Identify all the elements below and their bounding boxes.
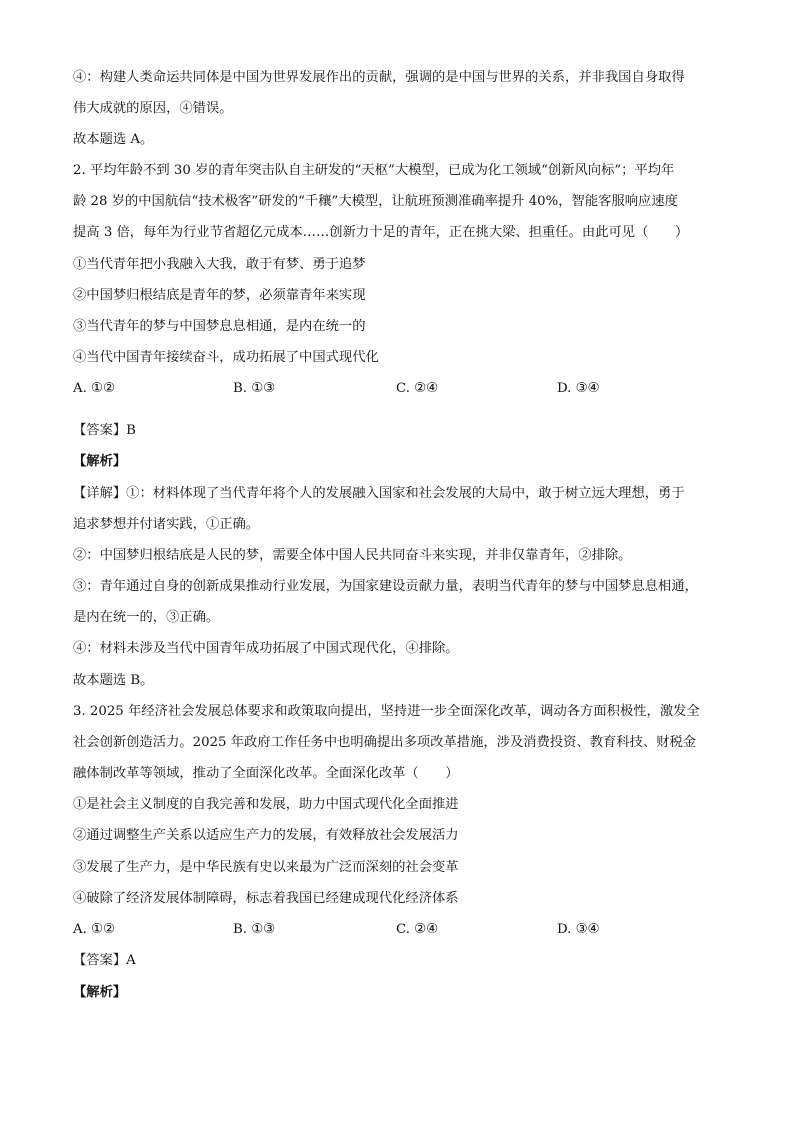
- q2-item-3: ③当代青年的梦与中国梦息息相通，是内在统一的: [73, 319, 366, 334]
- q2-option-d: D. ③④: [557, 381, 600, 396]
- q3-item-2: ②通过调整生产关系以适应生产力的发展，有效释放社会发展活力: [73, 828, 459, 843]
- q3-option-c: C. ②④: [396, 922, 438, 937]
- q1-conclusion: 故本题选 A。: [73, 132, 154, 147]
- q2-item-1: ①当代青年把小我融入大我，敢于有梦、勇于追梦: [73, 257, 366, 272]
- q3-stem-line-1: 3. 2025 年经济社会发展总体要求和政策取向提出，坚持进一步全面深化改革，调动各方面积极性，激发全: [73, 704, 700, 719]
- q3-answer: 【答案】A: [73, 953, 136, 968]
- q2-detail-line-2: 追求梦想并付诸实践，①正确。: [73, 517, 260, 532]
- q3-stem-line-3: 融体制改革等领域，推动了全面深化改革。全面深化改革（ ）: [73, 766, 459, 781]
- q2-detail-line-3: ②：中国梦归根结底是人民的梦，需要全体中国人民共同奋斗来实现，并非仅靠青年，②排除。: [73, 548, 632, 563]
- q2-option-a: A. ①②: [73, 381, 115, 396]
- q2-stem-line-1: 2. 平均年龄不到 30 岁的青年突击队自主研发的“天枢”大模型，已成为化工领域“创新风向标”；平均年: [73, 163, 675, 178]
- q2-stem-line-2: 龄 28 岁的中国航信“技术极客”研发的“千穰”大模型，让航班预测准确率提升 40%，智能客服响应速度: [73, 194, 678, 209]
- q3-analysis-label: 【解析】: [73, 985, 127, 1000]
- q3-option-d: D. ③④: [557, 922, 600, 937]
- q3-stem-line-2: 社会创新创造活力。2025 年政府工作任务中也明确提出多项改革措施，涉及消费投资、教育科技、财税金: [73, 735, 697, 750]
- q3-item-1: ①是社会主义制度的自我完善和发展，助力中国式现代化全面推进: [73, 797, 459, 812]
- q2-stem-line-3: 提高 3 倍，每年为行业节省超亿元成本……创新力十足的青年，正在挑大梁、担重任。由此可见（ ）: [73, 225, 689, 240]
- q3-option-a: A. ①②: [73, 922, 115, 937]
- q2-answer: 【答案】B: [73, 423, 136, 438]
- q2-analysis-label: 【解析】: [73, 454, 127, 469]
- q3-item-4: ④破除了经济发展体制障碍，标志着我国已经建成现代化经济体系: [73, 891, 459, 906]
- q2-detail-line-6: ④：材料未涉及当代中国青年成功拓展了中国式现代化，④排除。: [73, 641, 459, 656]
- q2-detail-line-5: 是内在统一的，③正确。: [73, 610, 220, 625]
- q1-analysis-line-4b: 伟大成就的原因，④错误。: [73, 101, 233, 116]
- q2-item-2: ②中国梦归根结底是青年的梦，必须靠青年来实现: [73, 288, 366, 303]
- q3-item-3: ③发展了生产力，是中华民族有史以来最为广泛而深刻的社会变革: [73, 860, 459, 875]
- q1-analysis-line-4a: ④：构建人类命运共同体是中国为世界发展作出的贡献，强调的是中国与世界的关系，并非我国自身取得: [73, 70, 685, 85]
- q2-conclusion: 故本题选 B。: [73, 673, 154, 688]
- q2-detail-line-4: ③：青年通过自身的创新成果推动行业发展，为国家建设贡献力量，表明当代青年的梦与中国梦息息相通，: [73, 579, 698, 594]
- q2-item-4: ④当代中国青年接续奋斗，成功拓展了中国式现代化: [73, 350, 379, 365]
- q2-detail-line-1: 【详解】①：材料体现了当代青年将个人的发展融入国家和社会发展的大局中，敢于树立远大理想，勇于: [73, 486, 685, 501]
- q3-option-b: B. ①③: [233, 922, 276, 937]
- q2-option-c: C. ②④: [396, 381, 438, 396]
- q2-option-b: B. ①③: [233, 381, 276, 396]
